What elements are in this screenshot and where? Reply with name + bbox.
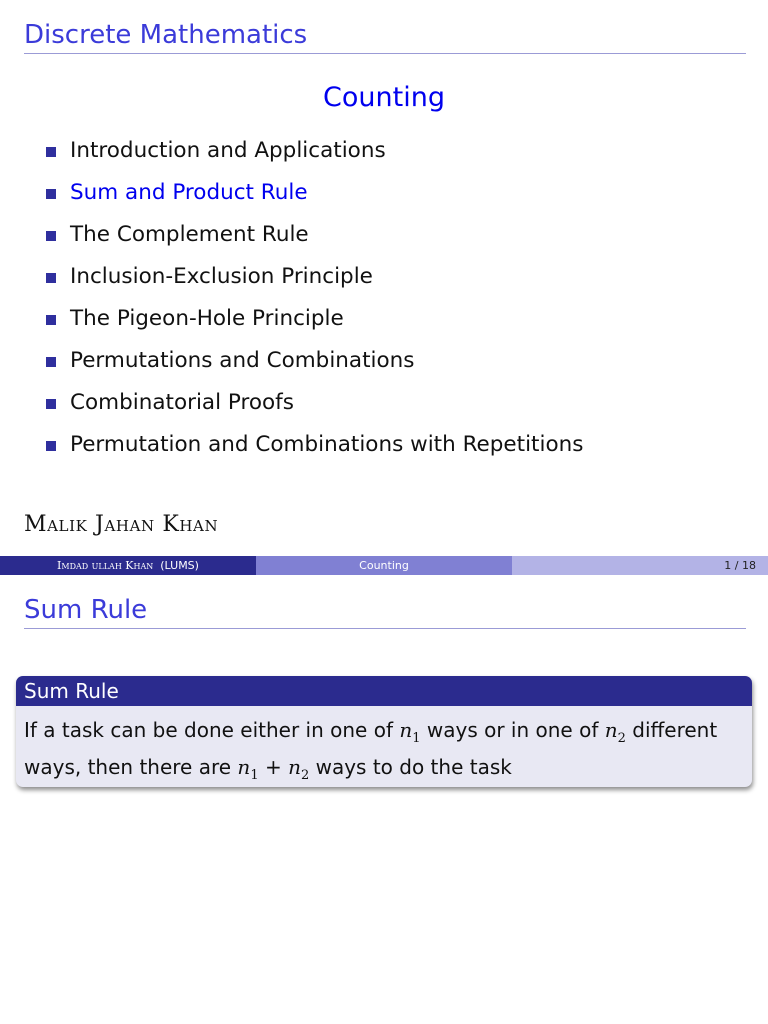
header-divider (24, 53, 746, 54)
math-n1 (237, 755, 259, 783)
block-body (16, 706, 752, 787)
toc-item-label: The Pigeon-Hole Principle (70, 306, 344, 331)
square-bullet-icon (46, 357, 56, 367)
square-bullet-icon (46, 147, 56, 157)
slide-footer (0, 556, 768, 575)
toc-item[interactable] (46, 220, 583, 262)
square-bullet-icon (46, 441, 56, 451)
toc-item[interactable] (46, 136, 583, 178)
slide-2 (0, 576, 768, 1024)
toc-item-label: Inclusion-Exclusion Principle (70, 264, 373, 289)
text-part: If a task can be done either in one of (24, 718, 400, 742)
square-bullet-icon (46, 273, 56, 283)
math-n2 (604, 718, 626, 746)
math-sub: 1 (412, 731, 421, 746)
header-title: Discrete Mathematics (24, 20, 308, 50)
toc-item-label: Introduction and Applications (70, 138, 386, 163)
toc-item-label: Permutation and Combinations with Repetitions (70, 432, 584, 457)
toc-item-label: Permutations and Combinations (70, 348, 415, 373)
footer-presenter-name: Imdad ullah Khan (57, 559, 154, 572)
section-title: Counting (323, 82, 445, 113)
math-sub: 1 (250, 768, 259, 783)
author-name: Malik Jahan Khan (24, 512, 219, 537)
toc-item-label: Combinatorial Proofs (70, 390, 294, 415)
footer-affiliation: (LUMS) (160, 559, 199, 572)
toc-item-label: Sum and Product Rule (70, 180, 308, 205)
math-plus: + (258, 755, 289, 779)
block-title: Sum Rule (16, 676, 752, 706)
square-bullet-icon (46, 315, 56, 325)
header-divider (24, 628, 746, 629)
toc-item-label: The Complement Rule (70, 222, 309, 247)
text-part: ways or in one of (420, 718, 605, 742)
square-bullet-icon (46, 231, 56, 241)
toc-item[interactable] (46, 262, 583, 304)
header-title: Sum Rule (24, 595, 148, 625)
toc-item-active[interactable] (46, 178, 583, 220)
footer-page-number: 1 / 18 (512, 556, 768, 575)
math-var: n (288, 755, 301, 779)
toc-item[interactable] (46, 346, 583, 388)
math-var: n (604, 718, 618, 742)
toc-item[interactable] (46, 304, 583, 346)
square-bullet-icon (46, 189, 56, 199)
math-sub: 2 (300, 768, 310, 783)
math-n2 (288, 755, 310, 783)
text-part: different ways, then there are (24, 718, 718, 779)
math-sub: 2 (617, 731, 626, 746)
footer-presenter (0, 556, 256, 575)
math-var: n (399, 718, 413, 742)
definition-block (16, 676, 752, 787)
square-bullet-icon (46, 399, 56, 409)
toc-item[interactable] (46, 388, 583, 430)
text-part: ways to do the task (309, 755, 512, 779)
math-n1 (399, 718, 421, 746)
footer-topic: Counting (256, 556, 512, 575)
table-of-contents (46, 136, 583, 472)
toc-item[interactable] (46, 430, 583, 472)
math-var: n (237, 755, 251, 779)
